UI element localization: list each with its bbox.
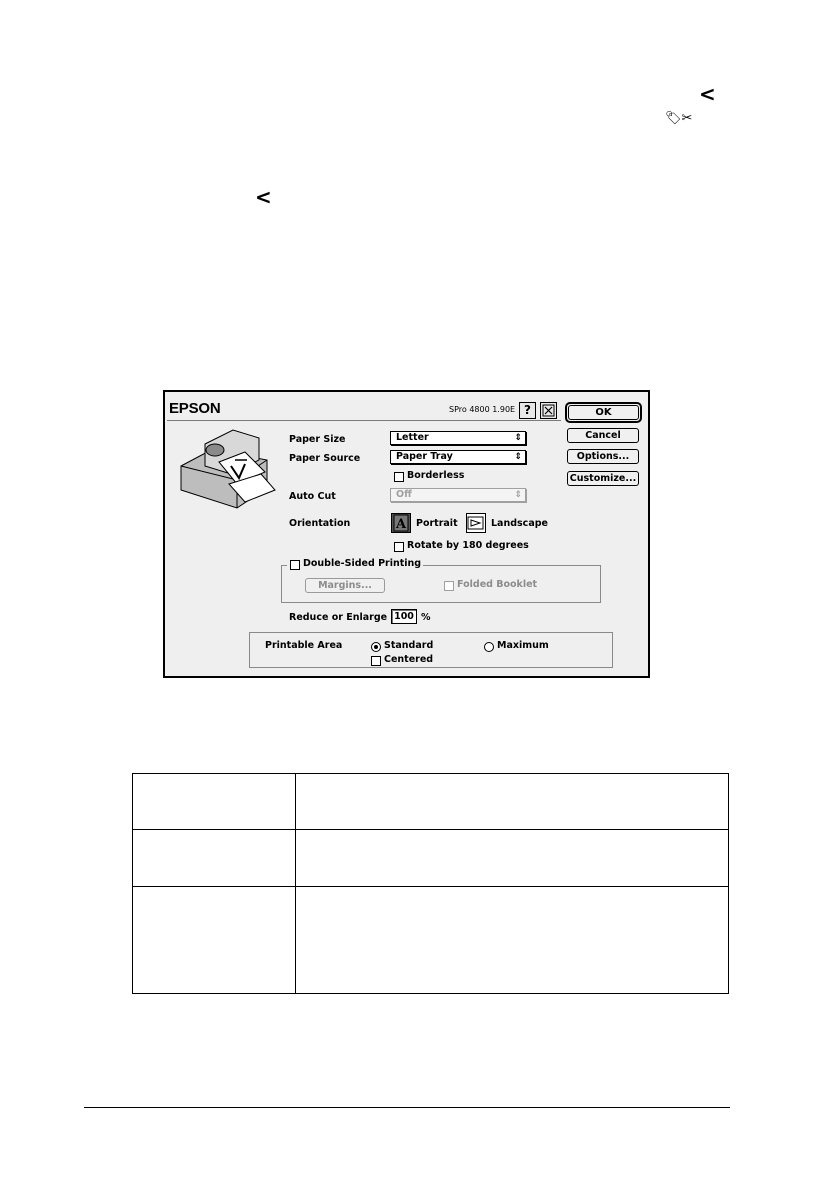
- popup-arrow-icon: ⇕: [514, 452, 522, 462]
- popup-arrow-icon: ⇕: [514, 490, 522, 500]
- customize-button[interactable]: Customize...: [567, 471, 639, 486]
- svg-text:A: A: [395, 517, 407, 532]
- percent-label: %: [421, 612, 431, 623]
- paper-source-value: Paper Tray: [396, 451, 453, 462]
- table-row-divider: [133, 886, 728, 887]
- options-button[interactable]: Options...: [567, 449, 639, 464]
- settings-icon[interactable]: [540, 402, 557, 419]
- reduce-enlarge-label: Reduce or Enlarge: [289, 612, 388, 623]
- chevron-glyph: <: [255, 185, 272, 209]
- cancel-button[interactable]: Cancel: [567, 428, 639, 443]
- borderless-checkbox[interactable]: [394, 472, 404, 482]
- settings-table: [132, 773, 729, 994]
- maximum-radio[interactable]: [484, 642, 494, 652]
- help-icon[interactable]: ?: [519, 402, 536, 419]
- auto-cut-value: Off: [396, 489, 412, 500]
- rotate-label: Rotate by 180 degrees: [407, 540, 529, 551]
- margins-button[interactable]: Margins...: [305, 578, 385, 593]
- popup-arrow-icon: ⇕: [514, 433, 522, 443]
- header-divider: [167, 420, 561, 421]
- chevron-glyph: <: [699, 82, 716, 106]
- maximum-label: Maximum: [497, 640, 549, 651]
- paper-size-value: Letter: [396, 432, 429, 443]
- driver-version: SPro 4800 1.90E: [449, 405, 516, 414]
- portrait-icon[interactable]: [391, 513, 411, 533]
- folded-booklet-checkbox[interactable]: [444, 581, 454, 591]
- orientation-label: Orientation: [289, 518, 351, 529]
- ok-button-label: OK: [568, 405, 639, 420]
- borderless-label: Borderless: [407, 470, 465, 481]
- table-row-divider: [133, 829, 728, 830]
- landscape-label: Landscape: [491, 518, 548, 529]
- paper-source-label: Paper Source: [289, 453, 361, 464]
- ok-button[interactable]: [565, 402, 642, 423]
- double-sided-label: Double-Sided Printing: [303, 558, 422, 569]
- table-column-divider: [295, 774, 296, 993]
- auto-cut-label: Auto Cut: [289, 491, 336, 502]
- footer-rule: [84, 1107, 730, 1108]
- epson-logo: EPSON: [169, 400, 221, 417]
- double-sided-checkbox[interactable]: [290, 560, 300, 570]
- portrait-label: Portrait: [416, 518, 458, 529]
- auto-cut-popup[interactable]: [390, 488, 526, 502]
- double-sided-header: [287, 557, 423, 571]
- paper-size-label: Paper Size: [289, 434, 346, 445]
- folded-booklet-label: Folded Booklet: [457, 579, 538, 590]
- standard-label: Standard: [384, 640, 434, 651]
- printer-illustration-icon: [175, 426, 279, 514]
- rotate-checkbox[interactable]: [394, 542, 404, 552]
- printable-area-label: Printable Area: [265, 640, 343, 651]
- paper-cut-icon: 🏷✂: [665, 111, 693, 126]
- centered-checkbox[interactable]: [371, 656, 381, 666]
- paper-size-popup[interactable]: [390, 431, 526, 445]
- epson-print-dialog: [163, 390, 650, 678]
- reduce-enlarge-input[interactable]: 100: [391, 609, 417, 624]
- centered-label: Centered: [384, 654, 434, 665]
- paper-source-popup[interactable]: [390, 450, 526, 464]
- standard-radio[interactable]: [371, 642, 381, 652]
- landscape-icon[interactable]: [466, 513, 486, 533]
